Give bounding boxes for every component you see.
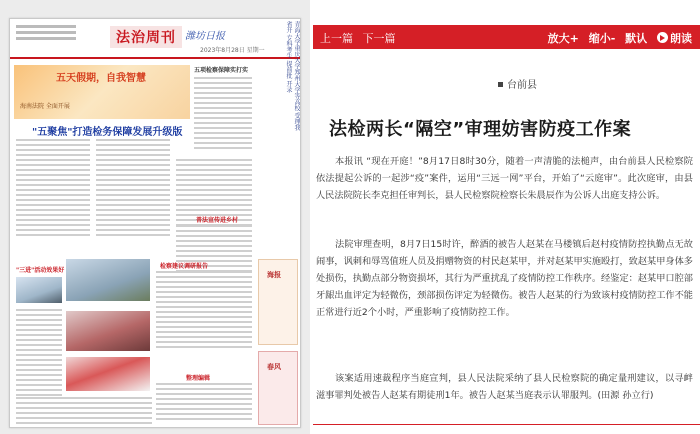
news-photo[interactable] (66, 311, 150, 351)
bottom-divider (313, 424, 700, 425)
lower-left-lines (16, 309, 62, 399)
reset-button[interactable]: 默认 (625, 32, 648, 45)
page-thumbnail-panel (0, 0, 310, 434)
article-byline: 台前县 (498, 76, 537, 91)
article-paragraph: 法院审理查明，8月7日15时许，醉酒的被告人赵某在马楼镇后赵村疫情防控执勤点无故闹事，讽刺和辱骂值班人员及捐赠物资的村民赵某甲，并对赵某甲实施殴打，致赵某甲身体多处损伤，执勤点部分物资损坏，其行为严重扰乱了疫情防控工作秩序。经鉴定：赵某甲口腔部牙龈出血评定为轻微伤，颈部损伤评定为轻微伤。被告人赵某的行为致该村疫情防控工作不能正常进行近2个小时，严重影响了疫情防控工作。 (316, 239, 693, 318)
section-heading-3[interactable]: 检察建议调研报告 (160, 263, 209, 270)
section-4-lines (156, 383, 252, 423)
ad-text: 海报 (267, 271, 281, 279)
newspaper-page[interactable] (9, 18, 301, 428)
section-title: 法治周刊 (110, 26, 182, 48)
article-paragraph: 本报讯 “现在开庭！”8月17日8时30分，随着一声清脆的法槌声，由台前县人民检察院依法提起公诉的一起涉“疫”案件，运用“三远一网”平台，开始了“云庭审”。此次庭审，由县人民法院院长李克担任审判长，县人民检察院检察长朱晨辰作为公诉人出庭支持公诉。 (316, 156, 693, 201)
prev-article-link[interactable]: 上一篇 (320, 32, 353, 45)
zoom-out-button[interactable]: 缩小- (588, 32, 616, 45)
side-headline-strip[interactable]: 青海大学重庆大学郑州大学等高校 受理我省开 专科考生 提前批 开录 (285, 21, 300, 131)
text-lines (194, 77, 252, 152)
section-heading-4[interactable]: 整理编辑 (186, 375, 211, 382)
read-aloud-button[interactable] (657, 32, 692, 45)
article-title: 法检两长“隔空”审理妨害防疫工作案 (329, 119, 632, 140)
paper-logo: 潍坊日报 (185, 31, 225, 42)
section-heading-2[interactable]: "三进"活动效果好 (16, 267, 65, 274)
toolbar-actions (542, 30, 692, 46)
advertisement[interactable] (258, 351, 298, 425)
next-article-link[interactable]: 下一篇 (362, 32, 396, 45)
lead-column-2 (96, 139, 170, 239)
right-article-block[interactable] (194, 65, 252, 155)
toolbar-nav (320, 30, 402, 46)
bottom-lines (16, 397, 152, 427)
news-photo[interactable] (66, 259, 150, 301)
news-photo[interactable] (16, 277, 62, 303)
zoom-in-button[interactable]: 放大+ (547, 32, 579, 45)
article-panel (310, 0, 700, 434)
right-block-title: 五项检察保障实打实 (194, 67, 249, 74)
lead-column-1 (16, 139, 90, 239)
banner-sub: 海南法院 全面开展 (20, 103, 70, 110)
banner-text: 五天假期，自我智慧 (56, 73, 146, 84)
article-toolbar (313, 25, 700, 49)
section-heading-1[interactable]: 普法宣传进乡村 (196, 217, 239, 224)
speaker-icon (657, 32, 668, 43)
banner-image[interactable] (14, 65, 190, 119)
article-paragraph: 该案适用速裁程序当庭宣判，县人民法院采纳了县人民检察院的确定量刑建议，以寻衅滋事罪判处被告人赵某有期徒刑1年。被告人赵某当庭表示认罪服判。(田源 孙立行) (316, 373, 693, 401)
lead-headline[interactable]: "五聚焦"打造检务保障发展升级版 (32, 127, 183, 138)
news-photo[interactable] (66, 357, 150, 391)
ad-text: 春风 (267, 363, 281, 371)
section-3-lines (156, 271, 252, 351)
read-aloud-label: 朗读 (670, 32, 692, 45)
advertisement[interactable] (258, 259, 298, 345)
masthead-meta (16, 25, 76, 43)
date-line: 2023年8月28日 星期一 (200, 47, 265, 54)
